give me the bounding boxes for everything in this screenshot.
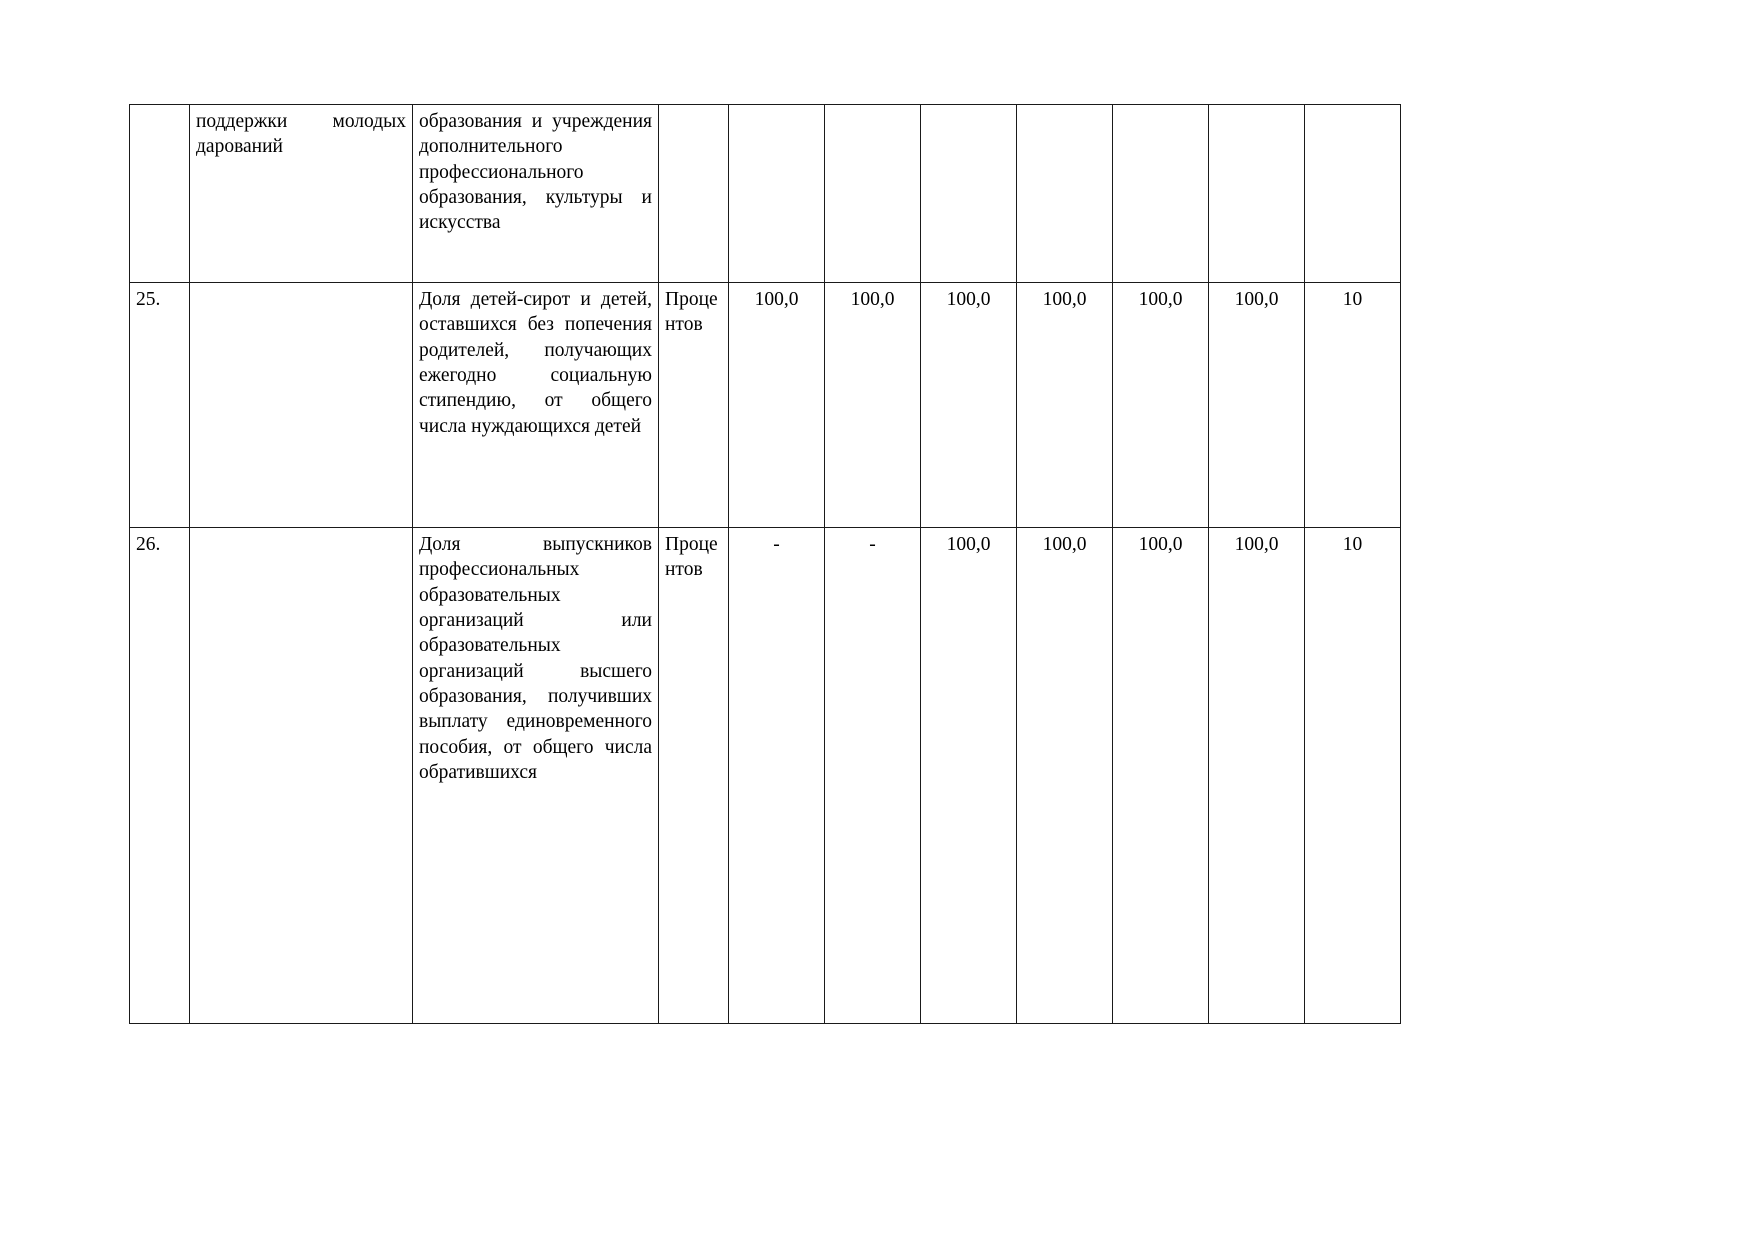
value-cell [1017,105,1113,283]
value-cell: 100,0 [921,283,1017,528]
value-cell: - [729,528,825,1024]
value-cell [921,105,1017,283]
indicator-name-cell: поддержки молодых дарований [190,105,413,283]
indicator-description-cell: Доля выпускников профессиональных образовательных организаций или образовательных организаций высшего образования, получивших выплату единовременного пособия, от общего числа обратившихся [413,528,659,1024]
indicator-name-cell [190,528,413,1024]
value-cell [1113,105,1209,283]
unit-cell: Процентов [659,283,729,528]
value-cell: 100,0 [1209,528,1305,1024]
value-cell: 100,0 [921,528,1017,1024]
value-cell: - [825,528,921,1024]
value-cell [1305,105,1401,283]
value-cell: 100,0 [1017,283,1113,528]
unit-cell: Процентов [659,528,729,1024]
indicator-name-cell [190,283,413,528]
table-row [130,105,1401,283]
row-number-cell: 26. [130,528,190,1024]
value-cell: 100,0 [1209,283,1305,528]
value-cell: 100,0 [729,283,825,528]
indicator-description-cell: Доля детей-сирот и детей, оставшихся без попечения родителей, получающих ежегодно социальную стипендию, от общего числа нуждающихся детей [413,283,659,528]
indicator-description-cell: образования и учреждения дополнительного профессионального образования, культуры и искусства [413,105,659,283]
value-cell [825,105,921,283]
indicators-table [129,104,1401,1024]
value-cell [1209,105,1305,283]
value-cell [729,105,825,283]
value-cell: 100,0 [1113,283,1209,528]
value-cell: 100,0 [1017,528,1113,1024]
row-number-cell [130,105,190,283]
unit-cell [659,105,729,283]
table-row [130,283,1401,528]
value-cell: 10 [1305,283,1401,528]
value-cell: 100,0 [825,283,921,528]
value-cell: 10 [1305,528,1401,1024]
table-row [130,528,1401,1024]
row-number-cell: 25. [130,283,190,528]
value-cell: 100,0 [1113,528,1209,1024]
